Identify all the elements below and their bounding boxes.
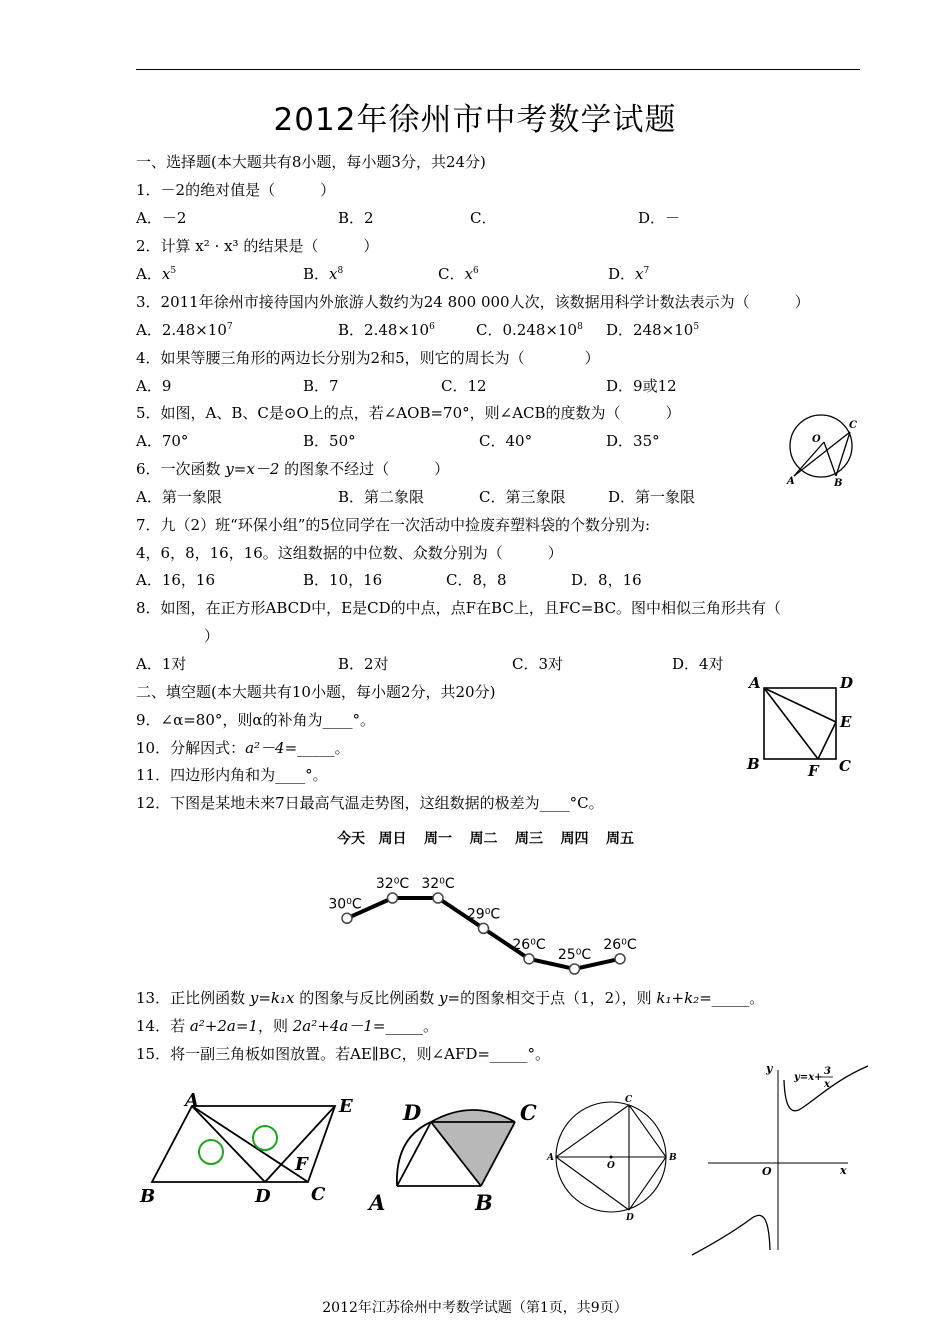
- circle-chord-ad: [556, 1157, 629, 1210]
- chart-point-1: [388, 893, 398, 903]
- circle-chord-cb: [629, 1105, 666, 1157]
- circle-label-d: D: [626, 1213, 634, 1223]
- q6-option-b: B．第二象限: [338, 488, 425, 506]
- sector-figure: [365, 1092, 545, 1217]
- q15-green-circle-right: [253, 1126, 277, 1150]
- q7-option-b: B．10，16: [303, 571, 383, 589]
- q15-label-a: A: [185, 1090, 199, 1111]
- q8-line-af: [764, 688, 818, 759]
- q5-option-b: B．50°: [303, 432, 356, 450]
- circle-chord-ac: [556, 1105, 629, 1157]
- q9-stem: 9．∠α=80°，则α的补角为____°。: [136, 711, 376, 729]
- q2-option-d: D．$x^7$: [608, 265, 650, 283]
- circle-label-a: A: [547, 1153, 554, 1163]
- q3-stem: 3．2011年徐州市接待国内外旅游人数约为24 800 000人次，该数据用科学计数法表示为（ ）: [136, 293, 810, 311]
- q5-circle-figure: [776, 412, 866, 492]
- function-graph-figure: [700, 1060, 870, 1260]
- circle-label-b: B: [669, 1153, 677, 1163]
- section2-heading: 二、填空题(本大题共有10小题，每小题2分，共20分): [136, 683, 496, 701]
- q5-line-oa: [794, 442, 824, 476]
- q3-option-c: C．$0.248\times 10^8$: [476, 321, 583, 339]
- q15-label-c: C: [311, 1184, 326, 1205]
- q5-label-b: B: [834, 478, 843, 489]
- q15-label-e: E: [339, 1096, 353, 1117]
- q3-option-b: B．$2.48\times 10^6$: [338, 321, 435, 339]
- q7-stem-data: 4，6，8，16，16。这组数据的中位数、众数分别为（ ）: [136, 544, 563, 562]
- q8-stem: 8．如图，在正方形ABCD中，E是CD的中点，点F在BC上，且FC=BC。图中相似三角形共有（: [136, 599, 782, 617]
- q4-option-d: D．9或12: [606, 377, 677, 395]
- sector-label-d: D: [403, 1100, 422, 1125]
- graph-label-y: y: [766, 1062, 773, 1075]
- chart-category-5: 周四: [560, 831, 589, 847]
- q4-stem: 4．如果等腰三角形的两边长分别为2和5，则它的周长为（ ）: [136, 349, 600, 367]
- chart-category-6: 周五: [606, 831, 634, 847]
- q6-option-d: D．第一象限: [608, 488, 696, 506]
- q8-square-figure: [745, 672, 860, 782]
- graph-lower-branch: [692, 1215, 770, 1255]
- circle-chord-bd: [629, 1157, 666, 1210]
- q11-stem: 11．四边形内角和为____°。: [136, 766, 328, 784]
- header-rule: [136, 69, 860, 70]
- q8-label-f: F: [808, 762, 819, 780]
- temperature-line-chart: [320, 826, 650, 981]
- chart-point-4: [524, 954, 534, 964]
- chart-category-4: 周三: [515, 831, 543, 847]
- q12-stem: 12．下图是某地未来7日最高气温走势图，这组数据的极差为____°C。: [136, 794, 604, 812]
- chart-point-3: [479, 923, 489, 933]
- chart-data-label-6: 26⁰C: [603, 936, 637, 953]
- circle-center-dot: [610, 1156, 613, 1159]
- q8-line-ae: [764, 688, 836, 722]
- chart-data-label-2: 32⁰C: [421, 876, 455, 892]
- q2-option-c: C．$x^6$: [438, 265, 479, 283]
- chart-category-2: 周一: [424, 831, 452, 847]
- q5-line-bc: [836, 432, 850, 476]
- q8-square: [764, 688, 836, 759]
- q8-stem-end: ）: [204, 627, 220, 645]
- q5-label-c: C: [849, 420, 857, 431]
- q5-label-o: O: [812, 434, 821, 445]
- q8-line-ef: [818, 722, 836, 759]
- q2-option-a: A．$x^5$: [136, 265, 177, 283]
- chart-category-0: 今天: [337, 831, 365, 847]
- sector-label-a: A: [369, 1190, 386, 1215]
- q2-stem: 2．计算 x² · x³ 的结果是（ ）: [136, 237, 379, 255]
- chart-category-3: 周二: [469, 831, 498, 847]
- sector-label-c: C: [520, 1100, 537, 1125]
- q8-label-d: D: [840, 674, 854, 692]
- q14-stem: 14．若 a²+2a=1，则 2a²+4a－1=_____。: [136, 1017, 438, 1035]
- chart-point-6: [615, 954, 625, 964]
- q7-option-c: C．8，8: [446, 571, 507, 589]
- q5-option-d: D．35°: [606, 432, 660, 450]
- chart-data-label-4: 26⁰C: [512, 936, 546, 953]
- q1-option-b: B．2: [338, 209, 374, 227]
- q6-option-c: C．第三象限: [479, 488, 566, 506]
- q2-option-b: B．$x^8$: [303, 265, 344, 283]
- chart-point-2: [433, 893, 443, 903]
- page-footer: 2012年江苏徐州中考数学试题（第1页，共9页）: [322, 1300, 628, 1316]
- q8-option-d: D．4对: [672, 655, 724, 673]
- q15-green-circle-left: [199, 1140, 223, 1164]
- chart-category-1: 周日: [378, 831, 407, 847]
- q8-label-c: C: [839, 757, 851, 775]
- q15-label-b: B: [140, 1186, 156, 1207]
- graph-label-o: O: [762, 1165, 772, 1178]
- graph-eq-numerator: 3: [824, 1066, 831, 1077]
- chart-point-0: [342, 913, 352, 923]
- q6-stem: 6．一次函数 y=x－2 的图象不经过（ ）: [136, 460, 450, 478]
- graph-label-x: x: [840, 1164, 847, 1177]
- q1-option-d: D．－: [638, 209, 681, 227]
- q8-label-a: A: [749, 674, 761, 692]
- page-title: 2012年徐州市中考数学试题: [273, 102, 677, 138]
- sector-top-arc: [431, 1110, 515, 1122]
- chart-data-label-0: 30⁰C: [328, 896, 362, 913]
- chart-data-label-5: 25⁰C: [557, 947, 592, 963]
- q13-stem: 13．正比例函数 y=k₁x 的图象与反比例函数 y=的图象相交于点（1，2），则 k₁+k₂=_____。: [136, 989, 765, 1007]
- q8-option-a: A．1对: [136, 655, 187, 673]
- q15-stem: 15．将一副三角板如图放置。若AE∥BC，则∠AFD=_____°。: [136, 1045, 550, 1063]
- q8-option-b: B．2对: [338, 655, 389, 673]
- graph-equation: y=x+: [794, 1072, 823, 1083]
- q15-label-f: F: [295, 1154, 308, 1175]
- q4-option-b: B．7: [303, 377, 339, 395]
- circle-label-o: O: [607, 1161, 615, 1171]
- q10-stem: 10．分解因式：a²－4=_____。: [136, 739, 350, 757]
- q8-label-e: E: [840, 713, 852, 731]
- q1-option-a: A．－2: [136, 209, 187, 227]
- graph-eq-denominator: x: [824, 1079, 830, 1090]
- q8-label-b: B: [747, 755, 760, 773]
- q5-option-a: A．70°: [136, 432, 189, 450]
- q3-option-d: D．$248\times 10^5$: [606, 321, 700, 339]
- q4-option-a: A．9: [136, 377, 172, 395]
- q5-label-a: A: [787, 476, 795, 487]
- q1-option-c: C．: [470, 209, 497, 227]
- q7-option-d: D．8，16: [571, 571, 642, 589]
- chart-point-5: [570, 964, 580, 974]
- sector-ad: [397, 1122, 431, 1186]
- chart-data-label-3: 29⁰C: [466, 906, 501, 923]
- q15-label-d: D: [255, 1186, 271, 1207]
- q8-option-c: C．3对: [512, 655, 564, 673]
- circle-label-c: C: [625, 1095, 633, 1105]
- q3-option-a: A．$2.48\times 10^7$: [136, 321, 233, 339]
- q5-option-c: C．40°: [479, 432, 533, 450]
- q1-stem: 1．－2的绝对值是（ ）: [136, 181, 336, 199]
- q7-stem: 7．九（2）班“环保小组”的5位同学在一次活动中捡废弃塑料袋的个数分别为:: [136, 516, 651, 534]
- q4-option-c: C．12: [441, 377, 487, 395]
- q6-option-a: A．第一象限: [136, 488, 222, 506]
- q7-option-a: A．16，16: [136, 571, 216, 589]
- q5-stem: 5．如图，A、B、C是⊙O上的点，若∠AOB=70°，则∠ACB的度数为（ ）: [136, 404, 681, 422]
- q15-line-ac: [192, 1106, 308, 1182]
- section1-heading: 一、选择题(本大题共有8小题，每小题3分，共24分): [136, 153, 486, 171]
- sector-label-b: B: [475, 1190, 493, 1215]
- chart-data-label-1: 32⁰C: [375, 876, 410, 892]
- circle-abcd-figure: [545, 1090, 685, 1225]
- q15-triangle-figure: [135, 1090, 370, 1215]
